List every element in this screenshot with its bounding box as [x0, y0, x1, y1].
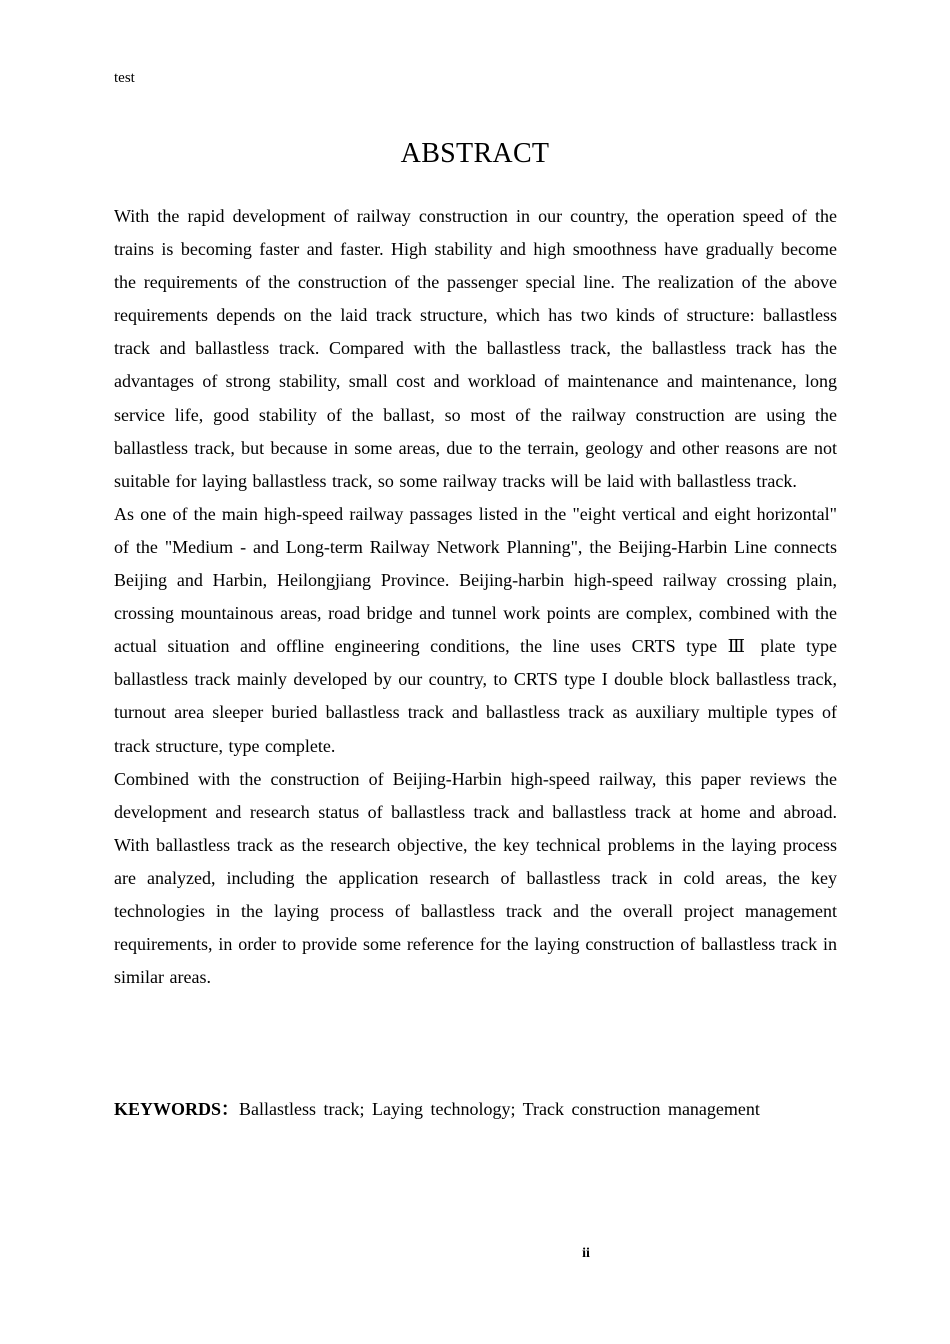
keywords-label: KEYWORDS：	[114, 1099, 240, 1119]
abstract-paragraph-1: With the rapid development of railway construction in our country, the operation speed of the trains is becoming faster and faster. High stability and high smoothness have gradually become the requirements of the construction of the passenger special line. The realization of the above requirements depends on the laid track structure, which has two kinds of structure: ballastless track and ballastless track. Compared with the ballastless track, the ballastless track has the advantages of strong stability, small cost and workload of maintenance and maintenance, long service life, good stability of the ballast, so most of the railway construction are using the ballastless track, but because in some areas, due to the terrain, geology and other reasons are not suitable for laying ballastless track, so some railway tracks will be laid with ballastless track.	[114, 206, 837, 491]
abstract-title: ABSTRACT	[400, 138, 550, 169]
keywords-text: Ballastless track; Laying technology; Track construction management	[239, 1099, 760, 1119]
abstract-body	[114, 200, 837, 994]
abstract-paragraph-3: Combined with the construction of Beijing-Harbin high-speed railway, this paper reviews the development and research status of ballastless track and ballastless track at home and abroad. With ballastless track as the research objective, the key technical problems in the laying process are analyzed, including the application research of ballastless track in cold areas, the key technologies in the laying process of ballastless track and the overall project management requirements, in order to provide some reference for the laying construction of ballastless track in similar areas.	[114, 768, 837, 988]
abstract-paragraph-2: As one of the main high-speed railway passages listed in the "eight vertical and eight horizontal" of the "Medium - and Long-term Railway Network Planning", the Beijing-Harbin Line connects Beijing and Harbin, Heilongjiang Province. Beijing-harbin high-speed railway crossing plain, crossing mountainous areas, road bridge and tunnel work points are complex, combined with the actual situation and offline engineering conditions, the line uses CRTS type Ⅲ plate type ballastless track mainly developed by our country, to CRTS type I double block ballastless track, turnout area sleeper buried ballastless track and ballastless track as auxiliary multiple types of track structure, type complete.	[114, 503, 837, 756]
keywords-line	[114, 1095, 837, 1123]
page-number: ii	[582, 1246, 590, 1261]
page-header: test	[114, 70, 135, 86]
